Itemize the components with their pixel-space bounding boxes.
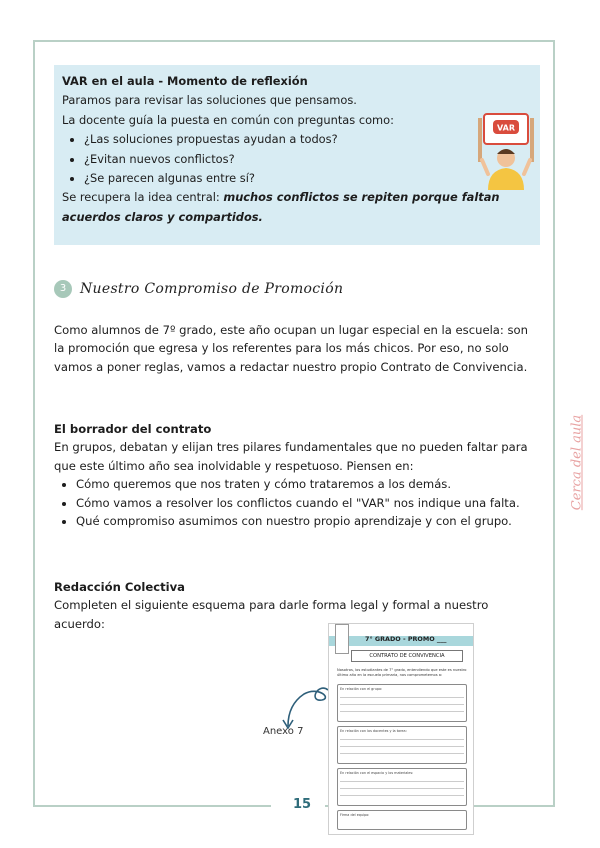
- section-heading: [54, 280, 343, 298]
- intro-paragraph: Como alumnos de 7º grado, este año ocupan un lugar especial en la escuela: son la promoción que egresa y los referentes para los más chicos. Por eso, no solo vamos a poner reglas, vamos a redactar nuestro propio Contrato de Convivencia.: [54, 323, 528, 374]
- draft-section: [54, 420, 540, 530]
- collective-text: Completen el siguiente esquema para darle forma legal y formal a nuestro acuerdo:: [54, 598, 489, 631]
- reflection-title: VAR en el aula - Momento de reflexión: [62, 74, 308, 88]
- contract-box: [337, 726, 467, 764]
- reflection-conclusion: Se recupera la idea central: muchos conflictos se repiten porque faltan acuerdos claros y compartidos.: [62, 190, 500, 224]
- list-item: • ¿Las soluciones propuestas ayudan a todos?: [84, 130, 532, 149]
- contract-box-label: En relación con el grupo:: [340, 687, 383, 691]
- contract-thumbnail: [328, 623, 474, 835]
- list-item: • ¿Se parecen algunas entre sí?: [84, 169, 532, 188]
- contract-title: CONTRATO DE CONVIVENCIA: [351, 650, 463, 662]
- collective-title: Redacción Colectiva: [54, 580, 185, 594]
- side-label: [562, 395, 592, 535]
- annex-label: Anexo 7: [263, 726, 304, 737]
- list-item: • Cómo vamos a resolver los conflictos cuando el "VAR" nos indique una falta.: [76, 494, 540, 512]
- reflection-box: [54, 65, 540, 245]
- var-sign-text: VAR: [497, 123, 515, 133]
- key-idea: muchos conflictos se repiten porque faltan acuerdos claros y compartidos.: [62, 190, 500, 224]
- reflection-line: Paramos para revisar las soluciones que pensamos.: [62, 93, 357, 108]
- referee-var-icon: [474, 112, 538, 190]
- list-item: • Qué compromiso asumimos con nuestro propio aprendizaje y con el grupo.: [76, 512, 540, 530]
- bookmark-ribbon: [335, 624, 349, 654]
- reflection-questions: [62, 130, 532, 188]
- side-label-text: Cerca del aula: [569, 414, 585, 511]
- contract-box-label: En relación con los docentes y la tarea:: [340, 729, 407, 733]
- reflection-line: La docente guía la puesta en común con preguntas como:: [62, 112, 394, 127]
- contract-box: [337, 768, 467, 806]
- section-number: 3: [54, 280, 72, 298]
- list-item: • Cómo queremos que nos traten y cómo trataremos a los demás.: [76, 475, 540, 493]
- draft-list: [54, 475, 540, 530]
- bottom-divider-left: [33, 805, 271, 807]
- contract-intro: Nosotros, los estudiantes de 7° grado, entendiendo que este es nuestro último año en la escuela primaria, nos comprometemos a:: [337, 668, 467, 677]
- section-title: Nuestro Compromiso de Promoción: [80, 281, 344, 297]
- draft-title: El borrador del contrato: [54, 422, 212, 436]
- page-number: 15: [292, 797, 312, 812]
- list-item: • ¿Evitan nuevos conflictos?: [84, 150, 532, 169]
- contract-box-label: En relación con el espacio y los materiales:: [340, 771, 414, 775]
- contract-grade: 7° GRADO - PROMO ___: [365, 635, 447, 643]
- draft-text: En grupos, debatan y elijan tres pilares fundamentales que no pueden faltar para que este último año sea inolvidable y respetuoso. Piensen en:: [54, 440, 528, 473]
- contract-box: [337, 684, 467, 722]
- contract-box: [337, 810, 467, 830]
- contract-box-label: Firma del equipo:: [340, 813, 370, 817]
